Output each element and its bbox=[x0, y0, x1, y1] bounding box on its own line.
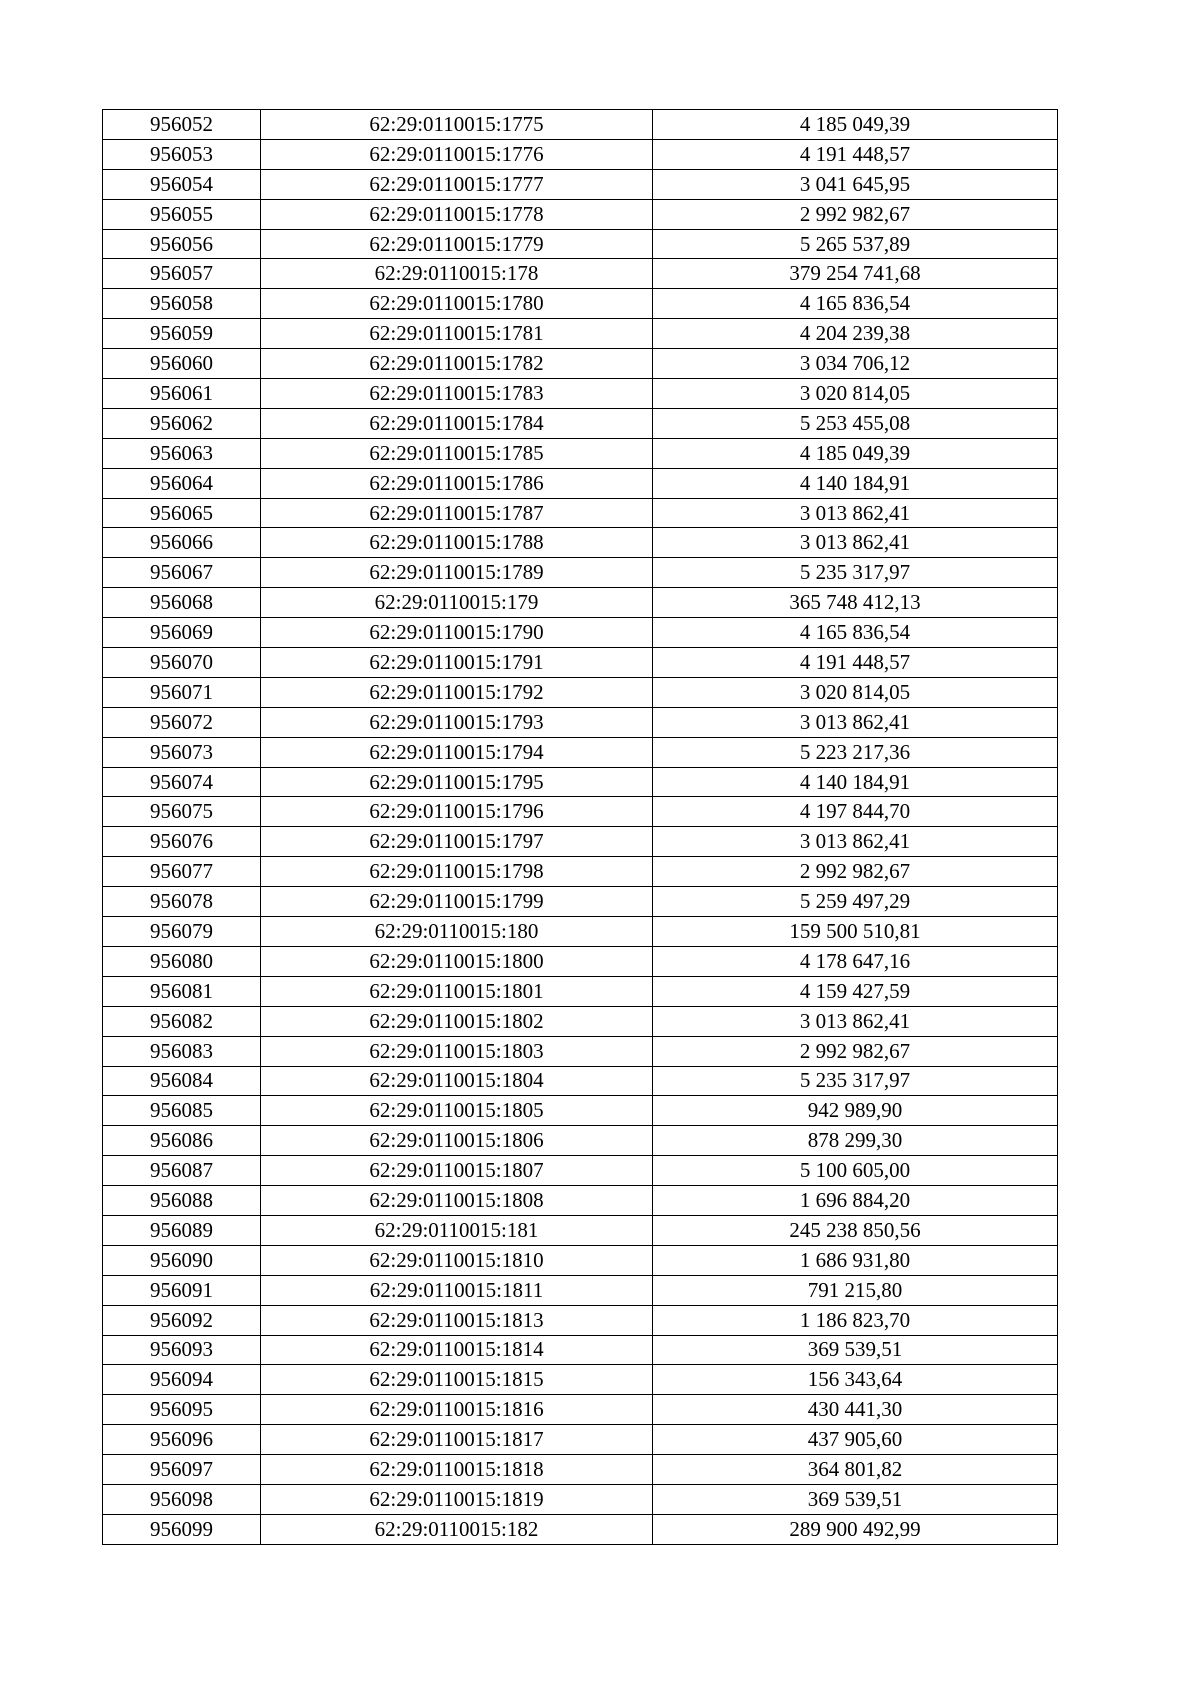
row-number-cell: 956070 bbox=[103, 648, 261, 678]
cadastral-number-cell: 62:29:0110015:1796 bbox=[261, 797, 653, 827]
cadastral-value-cell: 3 020 814,05 bbox=[653, 677, 1058, 707]
cadastral-value-cell: 1 686 931,80 bbox=[653, 1245, 1058, 1275]
table-row bbox=[103, 648, 1058, 678]
row-number-cell: 956074 bbox=[103, 767, 261, 797]
row-number-cell: 956068 bbox=[103, 588, 261, 618]
cadastral-value-cell: 3 013 862,41 bbox=[653, 528, 1058, 558]
row-number-cell: 956081 bbox=[103, 976, 261, 1006]
cadastral-number-cell: 62:29:0110015:1817 bbox=[261, 1425, 653, 1455]
row-number-cell: 956096 bbox=[103, 1425, 261, 1455]
cadastral-number-cell: 62:29:0110015:1813 bbox=[261, 1305, 653, 1335]
table-row bbox=[103, 707, 1058, 737]
cadastral-number-cell: 62:29:0110015:1786 bbox=[261, 468, 653, 498]
table-row bbox=[103, 169, 1058, 199]
cadastral-number-cell: 62:29:0110015:1782 bbox=[261, 349, 653, 379]
table-row bbox=[103, 1335, 1058, 1365]
cadastral-number-cell: 62:29:0110015:1783 bbox=[261, 379, 653, 409]
table-row bbox=[103, 1275, 1058, 1305]
cadastral-value-cell: 4 140 184,91 bbox=[653, 767, 1058, 797]
table-row bbox=[103, 737, 1058, 767]
cadastral-number-cell: 62:29:0110015:1801 bbox=[261, 976, 653, 1006]
table-row bbox=[103, 1096, 1058, 1126]
cadastral-number-cell: 62:29:0110015:1788 bbox=[261, 528, 653, 558]
table-row bbox=[103, 349, 1058, 379]
cadastral-value-cell: 369 539,51 bbox=[653, 1335, 1058, 1365]
table-row bbox=[103, 1126, 1058, 1156]
row-number-cell: 956065 bbox=[103, 498, 261, 528]
cadastral-value-cell: 3 020 814,05 bbox=[653, 379, 1058, 409]
cadastral-value-cell: 4 159 427,59 bbox=[653, 976, 1058, 1006]
cadastral-number-cell: 62:29:0110015:1799 bbox=[261, 887, 653, 917]
cadastral-number-cell: 62:29:0110015:1793 bbox=[261, 707, 653, 737]
table-body bbox=[103, 110, 1058, 1545]
cadastral-value-cell: 4 191 448,57 bbox=[653, 139, 1058, 169]
row-number-cell: 956080 bbox=[103, 946, 261, 976]
table-row bbox=[103, 1245, 1058, 1275]
cadastral-number-cell: 62:29:0110015:1778 bbox=[261, 199, 653, 229]
cadastral-number-cell: 62:29:0110015:1784 bbox=[261, 408, 653, 438]
table-row bbox=[103, 677, 1058, 707]
table-row bbox=[103, 1484, 1058, 1514]
table-row bbox=[103, 289, 1058, 319]
cadastral-number-cell: 62:29:0110015:1816 bbox=[261, 1395, 653, 1425]
cadastral-number-cell: 62:29:0110015:182 bbox=[261, 1514, 653, 1544]
table-row bbox=[103, 110, 1058, 140]
cadastral-value-cell: 437 905,60 bbox=[653, 1425, 1058, 1455]
row-number-cell: 956093 bbox=[103, 1335, 261, 1365]
row-number-cell: 956092 bbox=[103, 1305, 261, 1335]
row-number-cell: 956059 bbox=[103, 319, 261, 349]
table-row bbox=[103, 139, 1058, 169]
cadastral-value-cell: 2 992 982,67 bbox=[653, 199, 1058, 229]
row-number-cell: 956060 bbox=[103, 349, 261, 379]
table-row bbox=[103, 917, 1058, 947]
table-row bbox=[103, 259, 1058, 289]
row-number-cell: 956091 bbox=[103, 1275, 261, 1305]
cadastral-value-cell: 4 197 844,70 bbox=[653, 797, 1058, 827]
cadastral-value-cell: 5 259 497,29 bbox=[653, 887, 1058, 917]
table-row bbox=[103, 1066, 1058, 1096]
row-number-cell: 956083 bbox=[103, 1036, 261, 1066]
cadastral-number-cell: 62:29:0110015:1787 bbox=[261, 498, 653, 528]
row-number-cell: 956098 bbox=[103, 1484, 261, 1514]
cadastral-value-cell: 1 696 884,20 bbox=[653, 1186, 1058, 1216]
row-number-cell: 956078 bbox=[103, 887, 261, 917]
row-number-cell: 956075 bbox=[103, 797, 261, 827]
row-number-cell: 956084 bbox=[103, 1066, 261, 1096]
row-number-cell: 956069 bbox=[103, 618, 261, 648]
table-row bbox=[103, 1156, 1058, 1186]
cadastral-number-cell: 62:29:0110015:1808 bbox=[261, 1186, 653, 1216]
cadastral-value-cell: 4 191 448,57 bbox=[653, 648, 1058, 678]
table-row bbox=[103, 946, 1058, 976]
table-row bbox=[103, 887, 1058, 917]
table-row bbox=[103, 438, 1058, 468]
cadastral-value-cell: 5 265 537,89 bbox=[653, 229, 1058, 259]
row-number-cell: 956056 bbox=[103, 229, 261, 259]
table-row bbox=[103, 528, 1058, 558]
cadastral-number-cell: 62:29:0110015:1795 bbox=[261, 767, 653, 797]
row-number-cell: 956058 bbox=[103, 289, 261, 319]
row-number-cell: 956077 bbox=[103, 857, 261, 887]
table-row bbox=[103, 1425, 1058, 1455]
cadastral-number-cell: 62:29:0110015:178 bbox=[261, 259, 653, 289]
table-row bbox=[103, 468, 1058, 498]
table-row bbox=[103, 767, 1058, 797]
cadastral-value-cell: 5 235 317,97 bbox=[653, 1066, 1058, 1096]
cadastral-value-cell: 245 238 850,56 bbox=[653, 1215, 1058, 1245]
row-number-cell: 956099 bbox=[103, 1514, 261, 1544]
cadastral-number-cell: 62:29:0110015:1776 bbox=[261, 139, 653, 169]
cadastral-value-cell: 5 253 455,08 bbox=[653, 408, 1058, 438]
cadastral-number-cell: 62:29:0110015:1798 bbox=[261, 857, 653, 887]
row-number-cell: 956061 bbox=[103, 379, 261, 409]
cadastral-number-cell: 62:29:0110015:1781 bbox=[261, 319, 653, 349]
row-number-cell: 956073 bbox=[103, 737, 261, 767]
table-row bbox=[103, 588, 1058, 618]
cadastral-value-cell: 3 013 862,41 bbox=[653, 498, 1058, 528]
table-row bbox=[103, 827, 1058, 857]
table-row bbox=[103, 797, 1058, 827]
cadastral-value-cell: 369 539,51 bbox=[653, 1484, 1058, 1514]
table-row bbox=[103, 857, 1058, 887]
table-row bbox=[103, 976, 1058, 1006]
cadastral-value-cell: 4 178 647,16 bbox=[653, 946, 1058, 976]
table-row bbox=[103, 1036, 1058, 1066]
cadastral-number-cell: 62:29:0110015:1797 bbox=[261, 827, 653, 857]
cadastral-value-cell: 942 989,90 bbox=[653, 1096, 1058, 1126]
cadastral-value-cell: 791 215,80 bbox=[653, 1275, 1058, 1305]
row-number-cell: 956085 bbox=[103, 1096, 261, 1126]
cadastral-value-cell: 4 165 836,54 bbox=[653, 289, 1058, 319]
row-number-cell: 956063 bbox=[103, 438, 261, 468]
row-number-cell: 956090 bbox=[103, 1245, 261, 1275]
table-row bbox=[103, 408, 1058, 438]
row-number-cell: 956055 bbox=[103, 199, 261, 229]
cadastral-value-cell: 4 165 836,54 bbox=[653, 618, 1058, 648]
cadastral-value-cell: 4 185 049,39 bbox=[653, 438, 1058, 468]
row-number-cell: 956067 bbox=[103, 558, 261, 588]
cadastral-value-cell: 4 140 184,91 bbox=[653, 468, 1058, 498]
row-number-cell: 956097 bbox=[103, 1455, 261, 1485]
row-number-cell: 956054 bbox=[103, 169, 261, 199]
cadastral-number-cell: 62:29:0110015:181 bbox=[261, 1215, 653, 1245]
cadastral-number-cell: 62:29:0110015:1780 bbox=[261, 289, 653, 319]
table-row bbox=[103, 1514, 1058, 1544]
cadastral-number-cell: 62:29:0110015:1803 bbox=[261, 1036, 653, 1066]
cadastral-number-cell: 62:29:0110015:1794 bbox=[261, 737, 653, 767]
row-number-cell: 956052 bbox=[103, 110, 261, 140]
cadastral-value-cell: 289 900 492,99 bbox=[653, 1514, 1058, 1544]
table-row bbox=[103, 1455, 1058, 1485]
table-row bbox=[103, 379, 1058, 409]
cadastral-number-cell: 62:29:0110015:1818 bbox=[261, 1455, 653, 1485]
table-row bbox=[103, 1365, 1058, 1395]
cadastral-value-cell: 2 992 982,67 bbox=[653, 1036, 1058, 1066]
cadastral-number-cell: 62:29:0110015:1802 bbox=[261, 1006, 653, 1036]
row-number-cell: 956088 bbox=[103, 1186, 261, 1216]
row-number-cell: 956071 bbox=[103, 677, 261, 707]
row-number-cell: 956087 bbox=[103, 1156, 261, 1186]
row-number-cell: 956076 bbox=[103, 827, 261, 857]
cadastral-value-cell: 430 441,30 bbox=[653, 1395, 1058, 1425]
cadastral-value-cell: 5 223 217,36 bbox=[653, 737, 1058, 767]
table-row bbox=[103, 199, 1058, 229]
cadastral-value-cell: 5 100 605,00 bbox=[653, 1156, 1058, 1186]
cadastral-value-cell: 3 013 862,41 bbox=[653, 1006, 1058, 1036]
row-number-cell: 956094 bbox=[103, 1365, 261, 1395]
row-number-cell: 956095 bbox=[103, 1395, 261, 1425]
table-row bbox=[103, 1215, 1058, 1245]
cadastral-number-cell: 62:29:0110015:1819 bbox=[261, 1484, 653, 1514]
cadastral-number-cell: 62:29:0110015:1814 bbox=[261, 1335, 653, 1365]
row-number-cell: 956066 bbox=[103, 528, 261, 558]
cadastral-number-cell: 62:29:0110015:1790 bbox=[261, 618, 653, 648]
cadastral-value-cell: 365 748 412,13 bbox=[653, 588, 1058, 618]
cadastral-value-cell: 4 185 049,39 bbox=[653, 110, 1058, 140]
cadastral-value-cell: 364 801,82 bbox=[653, 1455, 1058, 1485]
cadastral-value-cell: 156 343,64 bbox=[653, 1365, 1058, 1395]
table-row bbox=[103, 498, 1058, 528]
cadastral-value-cell: 4 204 239,38 bbox=[653, 319, 1058, 349]
cadastral-value-table bbox=[102, 109, 1058, 1545]
table-row bbox=[103, 1305, 1058, 1335]
cadastral-number-cell: 62:29:0110015:1806 bbox=[261, 1126, 653, 1156]
cadastral-value-cell: 159 500 510,81 bbox=[653, 917, 1058, 947]
row-number-cell: 956089 bbox=[103, 1215, 261, 1245]
row-number-cell: 956057 bbox=[103, 259, 261, 289]
row-number-cell: 956082 bbox=[103, 1006, 261, 1036]
cadastral-number-cell: 62:29:0110015:179 bbox=[261, 588, 653, 618]
cadastral-number-cell: 62:29:0110015:1804 bbox=[261, 1066, 653, 1096]
table-row bbox=[103, 319, 1058, 349]
cadastral-value-cell: 2 992 982,67 bbox=[653, 857, 1058, 887]
cadastral-number-cell: 62:29:0110015:1807 bbox=[261, 1156, 653, 1186]
cadastral-number-cell: 62:29:0110015:1811 bbox=[261, 1275, 653, 1305]
table-row bbox=[103, 1395, 1058, 1425]
cadastral-number-cell: 62:29:0110015:1777 bbox=[261, 169, 653, 199]
cadastral-number-cell: 62:29:0110015:1792 bbox=[261, 677, 653, 707]
cadastral-value-cell: 1 186 823,70 bbox=[653, 1305, 1058, 1335]
table-row bbox=[103, 618, 1058, 648]
table-row bbox=[103, 1186, 1058, 1216]
cadastral-number-cell: 62:29:0110015:1779 bbox=[261, 229, 653, 259]
table-row bbox=[103, 558, 1058, 588]
cadastral-number-cell: 62:29:0110015:1775 bbox=[261, 110, 653, 140]
table-row bbox=[103, 1006, 1058, 1036]
row-number-cell: 956086 bbox=[103, 1126, 261, 1156]
row-number-cell: 956053 bbox=[103, 139, 261, 169]
cadastral-number-cell: 62:29:0110015:1785 bbox=[261, 438, 653, 468]
cadastral-number-cell: 62:29:0110015:1805 bbox=[261, 1096, 653, 1126]
cadastral-number-cell: 62:29:0110015:1800 bbox=[261, 946, 653, 976]
row-number-cell: 956072 bbox=[103, 707, 261, 737]
cadastral-number-cell: 62:29:0110015:1789 bbox=[261, 558, 653, 588]
cadastral-value-cell: 3 041 645,95 bbox=[653, 169, 1058, 199]
cadastral-number-cell: 62:29:0110015:1815 bbox=[261, 1365, 653, 1395]
table-row bbox=[103, 229, 1058, 259]
cadastral-number-cell: 62:29:0110015:1810 bbox=[261, 1245, 653, 1275]
row-number-cell: 956079 bbox=[103, 917, 261, 947]
cadastral-value-cell: 878 299,30 bbox=[653, 1126, 1058, 1156]
row-number-cell: 956062 bbox=[103, 408, 261, 438]
cadastral-number-cell: 62:29:0110015:180 bbox=[261, 917, 653, 947]
cadastral-value-cell: 3 034 706,12 bbox=[653, 349, 1058, 379]
row-number-cell: 956064 bbox=[103, 468, 261, 498]
cadastral-value-cell: 3 013 862,41 bbox=[653, 707, 1058, 737]
cadastral-number-cell: 62:29:0110015:1791 bbox=[261, 648, 653, 678]
cadastral-value-cell: 379 254 741,68 bbox=[653, 259, 1058, 289]
cadastral-value-cell: 3 013 862,41 bbox=[653, 827, 1058, 857]
cadastral-value-cell: 5 235 317,97 bbox=[653, 558, 1058, 588]
